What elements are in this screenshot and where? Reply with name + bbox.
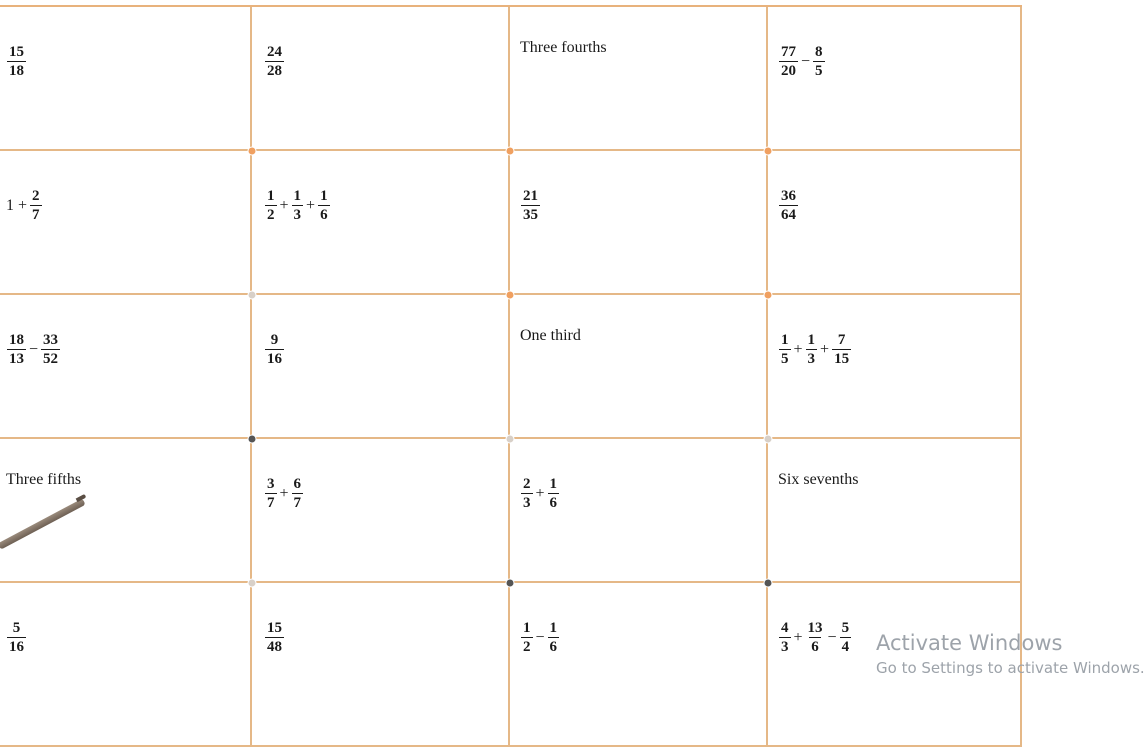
operator: + <box>535 484 545 502</box>
numerator: 3 <box>267 476 275 492</box>
fraction <box>832 331 851 368</box>
operator: + <box>306 196 316 214</box>
math-expression <box>264 331 285 368</box>
denominator: 7 <box>293 495 302 511</box>
card-cell-r2-c2[interactable] <box>252 151 510 295</box>
card-content <box>264 187 331 224</box>
card-content <box>264 475 304 512</box>
fraction <box>265 619 284 656</box>
card-content <box>264 331 285 368</box>
numerator: 33 <box>43 332 59 348</box>
denominator: 16 <box>267 351 282 367</box>
numerator: 7 <box>837 332 846 348</box>
operator: + <box>793 340 803 358</box>
denominator: 4 <box>841 639 850 655</box>
fraction <box>779 619 791 656</box>
math-expression <box>520 475 560 512</box>
fraction <box>840 619 852 656</box>
grid-joint-dot <box>764 147 773 156</box>
card-content <box>778 619 852 656</box>
denominator: 3 <box>781 639 789 655</box>
math-expression <box>6 619 27 656</box>
card-content <box>6 619 27 656</box>
math-expression <box>778 619 852 656</box>
card-text: One third <box>520 327 581 344</box>
whole-number: 1 <box>6 196 14 214</box>
grid-joint-dot <box>764 435 773 444</box>
fraction <box>30 187 42 224</box>
grid-joint-dot <box>506 435 515 444</box>
numerator: 1 <box>320 188 328 204</box>
card-content <box>520 39 607 57</box>
grid-joint-dot <box>248 435 257 444</box>
fraction <box>779 331 791 368</box>
fraction <box>521 475 533 512</box>
denominator: 48 <box>267 639 282 655</box>
card-content <box>6 43 27 80</box>
fraction <box>521 187 540 224</box>
operator: − <box>801 52 811 70</box>
fraction <box>779 43 798 80</box>
numerator: 24 <box>267 44 282 60</box>
fraction <box>548 475 560 512</box>
numerator: 1 <box>523 620 531 636</box>
denominator: 28 <box>267 63 282 79</box>
card-cell-r3-c3[interactable] <box>510 295 768 439</box>
numerator: 9 <box>270 332 279 348</box>
numerator: 77 <box>781 44 796 60</box>
card-content <box>520 187 541 224</box>
card-cell-r3-c4[interactable] <box>768 295 1022 439</box>
card-cell-r2-c3[interactable] <box>510 151 768 295</box>
card-content <box>6 331 61 368</box>
card-content <box>778 331 852 368</box>
denominator: 7 <box>32 207 40 223</box>
numerator: 36 <box>781 188 796 204</box>
card-cell-r1-c4[interactable] <box>768 7 1022 151</box>
denominator: 18 <box>9 63 24 79</box>
math-expression <box>520 619 560 656</box>
grid-joint-dot <box>764 579 773 588</box>
operator: + <box>18 196 28 214</box>
card-content <box>778 471 859 489</box>
fraction <box>7 331 26 368</box>
fraction <box>548 619 560 656</box>
denominator: 5 <box>781 351 789 367</box>
denominator: 35 <box>523 207 538 223</box>
card-cell-r5-c2[interactable] <box>252 583 510 747</box>
numerator: 18 <box>9 332 24 348</box>
card-content <box>6 187 43 224</box>
numerator: 1 <box>781 332 789 348</box>
math-expression <box>6 43 27 80</box>
fraction <box>806 331 818 368</box>
numerator: 15 <box>9 44 24 60</box>
fraction <box>265 187 277 224</box>
card-cell-r2-c1[interactable] <box>0 151 252 295</box>
card-content <box>264 619 285 656</box>
activation-watermark <box>876 629 1145 679</box>
card-cell-r4-c2[interactable] <box>252 439 510 583</box>
numerator: 1 <box>807 332 816 348</box>
fraction <box>292 475 304 512</box>
numerator: 1 <box>549 620 558 636</box>
math-expression <box>264 43 285 80</box>
math-expression <box>6 331 61 368</box>
card-cell-r3-c2[interactable] <box>252 295 510 439</box>
numerator: 8 <box>815 44 823 60</box>
grid-joint-dot <box>506 291 515 300</box>
denominator: 2 <box>267 207 275 223</box>
operator: − <box>535 628 545 646</box>
fraction <box>41 331 60 368</box>
numerator: 6 <box>293 476 302 492</box>
fraction <box>265 475 277 512</box>
grid-joint-dot <box>248 291 257 300</box>
card-cell-r4-c1[interactable] <box>0 439 252 583</box>
card-text: Three fifths <box>6 471 82 488</box>
card-cell-r3-c1[interactable] <box>0 295 252 439</box>
card-content <box>520 475 560 512</box>
card-cell-r4-c3[interactable] <box>510 439 768 583</box>
math-expression <box>778 331 852 368</box>
math-expression <box>778 187 799 224</box>
fraction <box>7 43 26 80</box>
fraction <box>813 43 825 80</box>
watermark-title: Activate Windows <box>876 631 1063 655</box>
card-cell-r4-c4[interactable] <box>768 439 1022 583</box>
operator: + <box>820 340 830 358</box>
denominator: 6 <box>811 639 819 655</box>
denominator: 2 <box>523 639 531 655</box>
numerator: 1 <box>293 188 302 204</box>
grid-joint-dot <box>248 147 257 156</box>
denominator: 16 <box>9 639 24 655</box>
operator: − <box>827 628 837 646</box>
card-cell-r5-c1[interactable] <box>0 583 252 747</box>
denominator: 64 <box>781 207 796 223</box>
card-cell-r2-c4[interactable] <box>768 151 1022 295</box>
card-content <box>778 187 799 224</box>
denominator: 15 <box>834 351 850 367</box>
denominator: 3 <box>523 495 531 511</box>
grid-joint-dot <box>506 579 515 588</box>
numerator: 2 <box>32 188 40 204</box>
operator: + <box>793 628 803 646</box>
card-content <box>6 471 82 489</box>
math-expression <box>264 187 331 224</box>
fraction <box>7 619 26 656</box>
denominator: 6 <box>320 207 328 223</box>
fraction <box>318 187 330 224</box>
operator: − <box>29 340 39 358</box>
math-expression <box>264 619 285 656</box>
denominator: 52 <box>43 351 59 367</box>
denominator: 6 <box>549 639 558 655</box>
fraction <box>292 187 304 224</box>
denominator: 13 <box>9 351 24 367</box>
numerator: 1 <box>549 476 558 492</box>
fraction <box>265 43 284 80</box>
card-cell-r1-c1[interactable] <box>0 7 252 151</box>
numerator: 5 <box>841 620 850 636</box>
math-expression <box>520 187 541 224</box>
card-text: Three fourths <box>520 39 607 56</box>
denominator: 6 <box>549 495 558 511</box>
denominator: 7 <box>267 495 275 511</box>
card-cell-r5-c3[interactable] <box>510 583 768 747</box>
card-content <box>520 327 581 345</box>
math-expression <box>264 475 304 512</box>
card-cell-r1-c2[interactable] <box>252 7 510 151</box>
grid-joint-dot <box>506 147 515 156</box>
numerator: 4 <box>781 620 789 636</box>
math-expression <box>6 187 43 224</box>
fraction <box>521 619 533 656</box>
numerator: 1 <box>267 188 275 204</box>
denominator: 3 <box>293 207 302 223</box>
card-text: Six sevenths <box>778 471 859 488</box>
fraction <box>779 187 798 224</box>
card-content <box>520 619 560 656</box>
fraction <box>265 331 284 368</box>
card-content <box>264 43 285 80</box>
operator: + <box>279 196 289 214</box>
numerator: 2 <box>523 476 531 492</box>
numerator: 15 <box>267 620 282 636</box>
card-grid <box>0 5 1145 747</box>
grid-joint-dot <box>764 291 773 300</box>
denominator: 3 <box>807 351 816 367</box>
math-expression <box>778 43 826 80</box>
operator: + <box>279 484 289 502</box>
denominator: 5 <box>815 63 823 79</box>
numerator: 5 <box>12 620 21 636</box>
watermark-subtitle: Go to Settings to activate Windows. <box>876 659 1145 677</box>
numerator: 21 <box>523 188 538 204</box>
fraction <box>806 619 825 656</box>
grid-joint-dot <box>248 579 257 588</box>
card-content <box>778 43 826 80</box>
card-cell-r1-c3[interactable] <box>510 7 768 151</box>
numerator: 13 <box>807 620 823 636</box>
denominator: 20 <box>781 63 796 79</box>
